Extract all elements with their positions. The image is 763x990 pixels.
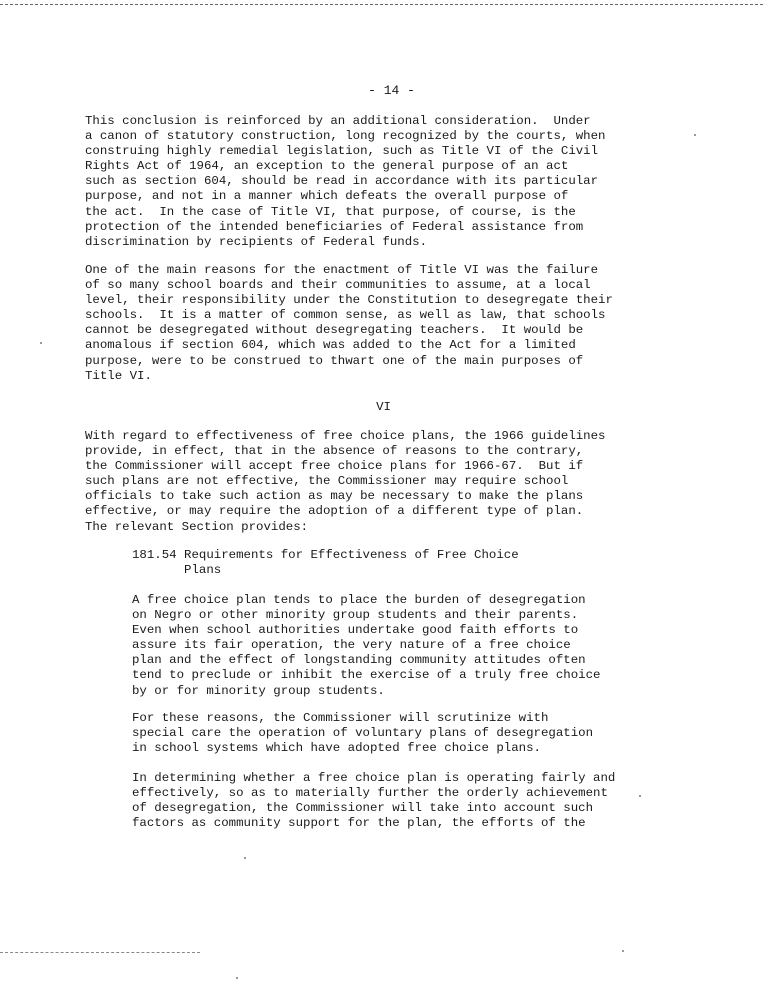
text-line: of so many school boards and their communities to assume, at a local [85,278,591,293]
text-line: Rights Act of 1964, an exception to the general purpose of an act [85,159,569,174]
quoted-paragraph-determining [132,771,615,831]
text-line: Even when school authorities undertake good faith efforts to [132,623,579,638]
text-line: The relevant Section provides: [85,519,309,534]
text-line: purpose, were to be construed to thwart one of the main purposes of [85,353,584,368]
text-line: special care the operation of voluntary plans of desegregation [132,726,594,741]
text-line: effective, or may require the adoption of a different type of plan. [85,504,584,519]
page-number: - 14 - [368,83,415,98]
text-line: purpose, and not in a manner which defeats the overall purpose of [85,189,569,204]
text-line: plan and the effect of longstanding community attitudes often [132,653,586,668]
text-line: For these reasons, the Commissioner will scrutinize with [132,711,549,725]
quoted-paragraph-burden [132,593,600,699]
section-heading: VI [376,400,391,414]
scan-edge-top [0,4,763,5]
scan-speck [236,977,238,979]
paragraph-conclusion [85,114,606,250]
text-line: construing highly remedial legislation, such as Title VI of the Civil [85,144,599,159]
text-line: in school systems which have adopted free choice plans. [132,741,541,756]
scan-edge-bottom [0,952,200,953]
paragraph-reasons-title-vi [85,263,613,384]
text-line: With regard to effectiveness of free choice plans, the 1966 guidelines [85,429,606,443]
text-line: Plans [132,563,222,578]
text-line: This conclusion is reinforced by an additional consideration. Under [85,114,591,128]
text-line: Title VI. [85,368,152,383]
text-line: level, their responsibility under the Constitution to desegregate their [85,293,613,308]
text-line: a canon of statutory construction, long recognized by the courts, when [85,129,606,144]
text-line: officials to take such action as may be necessary to make the plans [85,489,584,504]
text-line: such plans are not effective, the Commissioner may require school [85,474,569,489]
text-line: assure its fair operation, the very nature of a free choice [132,638,571,653]
text-line: tend to preclude or inhibit the exercise of a truly free choice [132,668,601,683]
scan-speck [694,134,696,136]
text-line: effectively, so as to materially further the orderly achievement [132,786,608,801]
scan-speck [639,795,641,797]
text-line: 181.54 Requirements for Effectiveness of Free Choice [132,548,519,562]
quoted-paragraph-scrutinize [132,711,593,756]
text-line: anomalous if section 604, which was added to the Act for a limited [85,338,576,353]
text-line: One of the main reasons for the enactment of Title VI was the failure [85,263,599,277]
text-line: of desegregation, the Commissioner will take into account such [132,801,594,816]
paragraph-free-choice-plans [85,429,606,535]
text-line: factors as community support for the plan, the efforts of the [132,816,586,831]
text-line: cannot be desegregated without desegregating teachers. It would be [85,323,584,338]
text-line: In determining whether a free choice plan is operating fairly and [132,771,616,785]
text-line: the Commissioner will accept free choice plans for 1966-67. But if [85,459,584,474]
text-line: the act. In the case of Title VI, that purpose, of course, is the [85,204,576,219]
scan-speck [622,950,624,952]
text-line: on Negro or other minority group students and their parents. [132,608,579,623]
text-line: schools. It is a matter of common sense, as well as law, that schools [85,308,606,323]
scan-speck [244,857,246,859]
text-line: A free choice plan tends to place the burden of desegregation [132,593,586,607]
text-line: discrimination by recipients of Federal funds. [85,234,428,249]
text-line: by or for minority group students. [132,683,385,698]
scan-speck [40,342,42,344]
text-line: provide, in effect, that in the absence of reasons to the contrary, [85,444,584,459]
text-line: such as section 604, should be read in accordance with its particular [85,174,599,189]
quoted-section-heading [132,548,519,578]
text-line: protection of the intended beneficiaries of Federal assistance from [85,219,584,234]
